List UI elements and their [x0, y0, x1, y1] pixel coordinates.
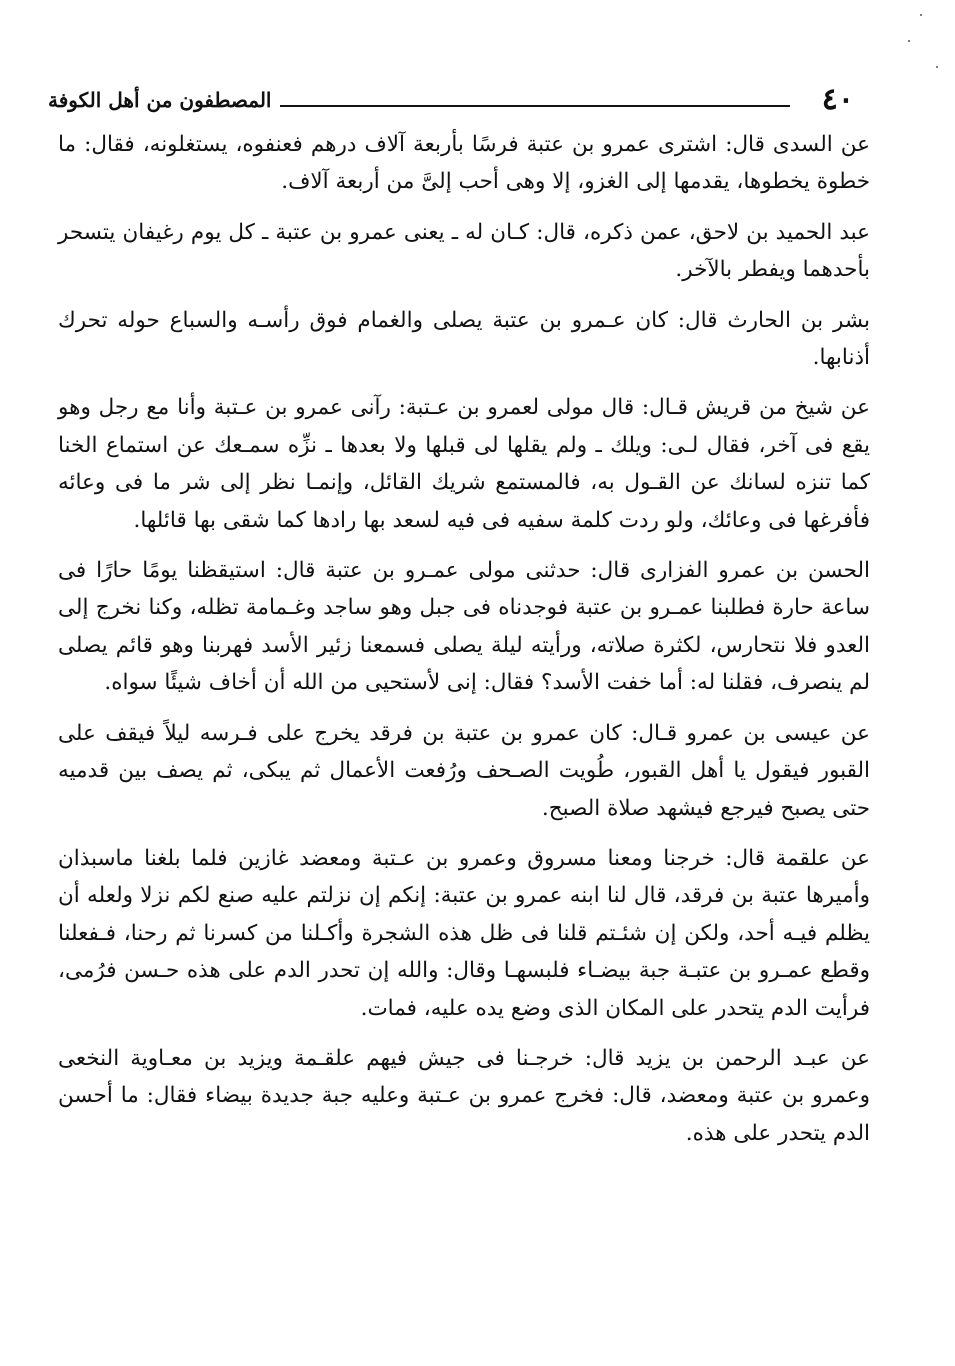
paragraph-2: عبد الحميد بن لاحق، عمن ذكره، قال: كـان له ـ يعنى عمرو بن عتبة ـ كل يوم رغيفان يتسحر بأحدهما ويفطر بالآخر.	[58, 219, 870, 283]
scan-speck	[920, 14, 922, 16]
running-title: المصطفون من أهل الكوفة	[48, 88, 272, 112]
paragraph-8: عن عبـد الرحمن بن يزيد قال: خرجـنا فى جيش فيهم علقـمة ويزيد بن معـاوية النخعى وعمرو بن عتبة ومعضد، قال: فخرج عمرو بن عـتبة وعليه جبة جديدة بيضاء فقال: ما أحسن الدم يتحدر على هذه.	[58, 1045, 870, 1146]
header-rule	[280, 105, 790, 107]
paragraph-6: عن عيسى بن عمرو قـال: كان عمرو بن عتبة بن فرقد يخرج على فـرسه ليلاً فيقف على القبور فيقول يا أهل القبور، طُويت الصـحف ورُفعت الأعمال ثم يبكى، ثم يصف بين قدميه حتى يصبح فيرجع فيشهد صلاة الصبح.	[58, 720, 870, 821]
paragraph-3: بشر بن الحارث قال: كان عـمرو بن عتبة يصلى والغمام فوق رأسـه والسباع حوله تحرك أذنابها.	[58, 307, 870, 371]
paragraph-7: عن علقمة قال: خرجنا ومعنا مسروق وعمرو بن عـتبة ومعضد غازين فلما بلغنا ماسبذان وأميرها عتبة بن فرقد، قال لنا ابنه عمرو بن عتبة: إنكم إن نزلتم عليه صنع لكم نزلا ولعله أن يظلم فيـه أحد، ولكن إن شئـتم قلنا فى ظل هذه الشجرة وأكـلنا من كسرنا ثم رحنا، فـفعلنا وقطع عمـرو بن عتبـة جبة بيضـاء فلبسهـا وقال: والله إن تحدر الدم على هذه حـسن فرُمى، فرأيت الدم يتحدر على المكان الذى وضع يده عليه، فمات.	[58, 845, 870, 1021]
paragraph-4: عن شيخ من قريش قـال: قال مولى لعمرو بن عـتبة: رآنى عمرو بن عـتبة وأنا مع رجل وهو يقع فى آخر، فقال لـى: ويلك ـ ولم يقلها لى قبلها ولا بعدها ـ نزِّه سمـعك عن استماع الخنا كما تنزه لسانك عن القـول به، فالمستمع شريك القائل، وإنمـا نظر إلى شر ما فى وعائه فأفرغها فى وعائك، ولو ردت كلمة سفيه فى فيه لسعد بها رادها كما شقى بها قائلها.	[58, 395, 870, 533]
scan-speck	[936, 66, 938, 68]
paragraph-5: الحسن بن عمرو الفزارى قال: حدثنى مولى عمـرو بن عتبة قال: استيقظنا يومًا حارًا فى ساعة حارة فطلبنا عمـرو بن عتبة فوجدناه فى جبل وهو ساجد وغـمامة تظله، وكنا نخرج إلى العدو فلا نتحارس، لكثرة صلاته، ورأيته ليلة يصلى فسمعنا زئير الأسد فهربنا وهو قائم يصلى لم ينصرف، فقلنا له: أما خفت الأسد؟ فقال: إنى لأستحيى من الله أن أخاف شيئًا سواه.	[58, 558, 870, 696]
page-number: ٤٠	[821, 82, 854, 117]
page-body	[58, 126, 870, 1165]
paragraph-1: عن السدى قال: اشترى عمرو بن عتبة فرسًا بأربعة آلاف درهم فعنفوه، يستغلونه، فقال: ما خطوة يخطوها، يقدمها إلى الغزو، إلا وهى أحب إلىَّ من أربعة آلاف.	[58, 132, 870, 195]
scan-speck	[908, 40, 910, 42]
page-header	[48, 78, 860, 124]
